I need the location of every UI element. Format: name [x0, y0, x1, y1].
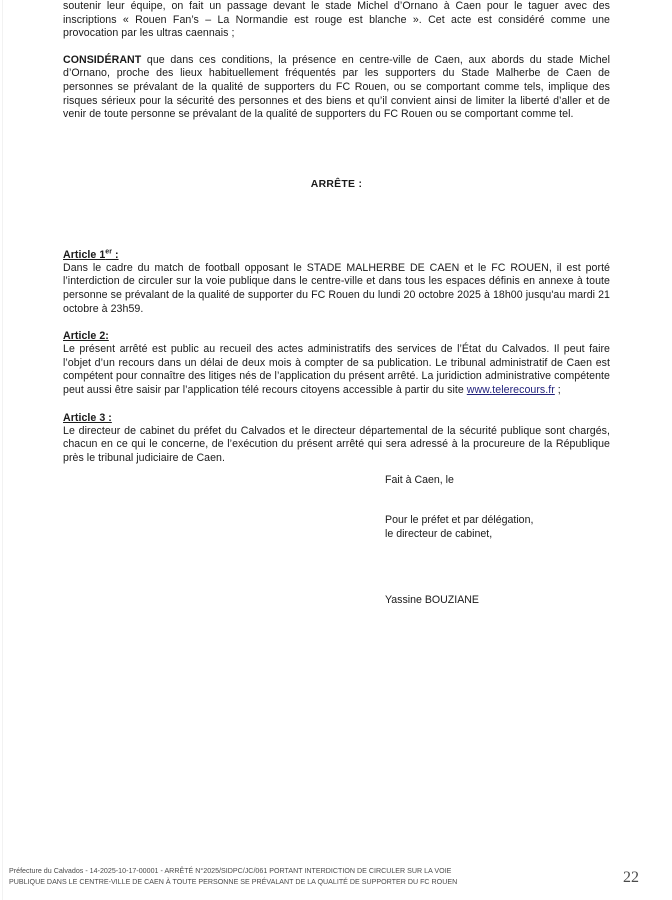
spacer — [63, 156, 610, 178]
spacer — [63, 192, 610, 226]
signature-place-date-block — [385, 473, 645, 487]
signature-delegation-line-2: le directeur de cabinet, — [385, 528, 493, 540]
signature-place-date: Fait à Caen, le — [385, 474, 454, 486]
spacer — [63, 122, 610, 156]
spacer — [63, 226, 610, 248]
telerecours-link[interactable]: www.telerecours.fr — [466, 383, 555, 396]
spacer — [63, 398, 610, 411]
article-3-body: Le directeur de cabinet du préfet du Calvados et le directeur départemental de la sécurité publique sont chargés, chacun en ce qui le concerne, de l’exécution du présent arrêté qui sera adressé à la procureure de la République près le tribunal judiciaire de Caen. — [63, 424, 610, 464]
article-2-body-text: Le présent arrêté est public au recueil des actes administratifs des services de l’État du Calvados. Il peut faire l’objet d’un recours dans un délai de deux mois à compter de sa publication. Le tribunal administratif de Caen est compétent pour connaître des litiges nés de l’application du présent arrêté. La juridiction administrative compétente peut aussi être saisir par l’application télé recours citoyens accessible à partir du site — [63, 343, 610, 396]
document-content — [63, 0, 610, 465]
article-2-body — [63, 343, 610, 397]
considerant-body: que dans ces conditions, la présence en centre-ville de Caen, aux abords du stade Michel d’Ornano, proche des lieux habituellement fréquentés par les supporters du Stade Malherbe de Caen de personnes se prévalant de la qualité de supporters du FC Rouen, ou se comportant comme tels, implique des risques sérieux pour la sécurité des personnes et des biens et qu’il convient ainsi de limiter la liberté d’aller et de venir de toute personne se prévalant de la qualité de supporters du FC Rouen ou se comportant comme tel. — [63, 53, 610, 121]
page-footer — [9, 866, 584, 887]
paragraph-considerant — [63, 54, 610, 122]
article-1-title-suffix: : — [111, 248, 119, 261]
paragraph-continuation: soutenir leur équipe, on fait un passage devant le stade Michel d’Ornano à Caen pour le taguer avec des inscriptions « Rouen Fan’s – La Normandie est rouge est blanche ». Cet acte est considéré comme une provocation par les ultras caennais ; — [63, 0, 610, 40]
page-number: 22 — [623, 869, 639, 886]
article-2-body-tail: ; — [554, 383, 561, 396]
footer-line-2: PUBLIQUE DANS LE CENTRE-VILLE DE CAEN À TOUTE PERSONNE SE PRÉVALANT DE LA QUALITÉ DE SUPPORTER DU FC ROUEN — [9, 877, 458, 886]
page-left-edge-line — [2, 0, 3, 900]
footer-line-1: Préfecture du Calvados - 14-2025-10-17-00001 - ARRÊTÉ N°2025/SIDPC/JC/061 PORTANT INTERDICTION DE CIRCULER SUR LA VOIE — [9, 867, 452, 875]
signatory-name: Yassine BOUZIANE — [385, 594, 479, 606]
article-1-body: Dans le cadre du match de football opposant le STADE MALHERBE DE CAEN et le FC ROUEN, il est porté l’interdiction de circuler sur la voie publique dans le centre-ville et dans tous les espaces définis en annexe à toute personne se prévalant de la qualité de supporter du FC Rouen du lundi 20 octobre 2025 à 18h00 jusqu'au mardi 21 octobre à 23h59. — [63, 261, 610, 315]
article-2-title: Article 2: — [63, 330, 109, 343]
considerant-lead: CONSIDÉRANT — [63, 53, 142, 66]
signatory-block — [385, 593, 645, 607]
article-1-title-superscript: er — [105, 248, 112, 256]
spacer — [63, 316, 610, 329]
signature-delegation-block — [385, 513, 645, 541]
article-1-title-main: Article 1 — [63, 248, 106, 261]
arrete-heading: ARRÊTE : — [310, 178, 363, 190]
signature-delegation-line-1: Pour le préfet et par délégation, — [385, 514, 534, 526]
article-3-title: Article 3 : — [63, 411, 112, 424]
spacer — [63, 41, 610, 54]
article-1-title — [63, 248, 610, 262]
